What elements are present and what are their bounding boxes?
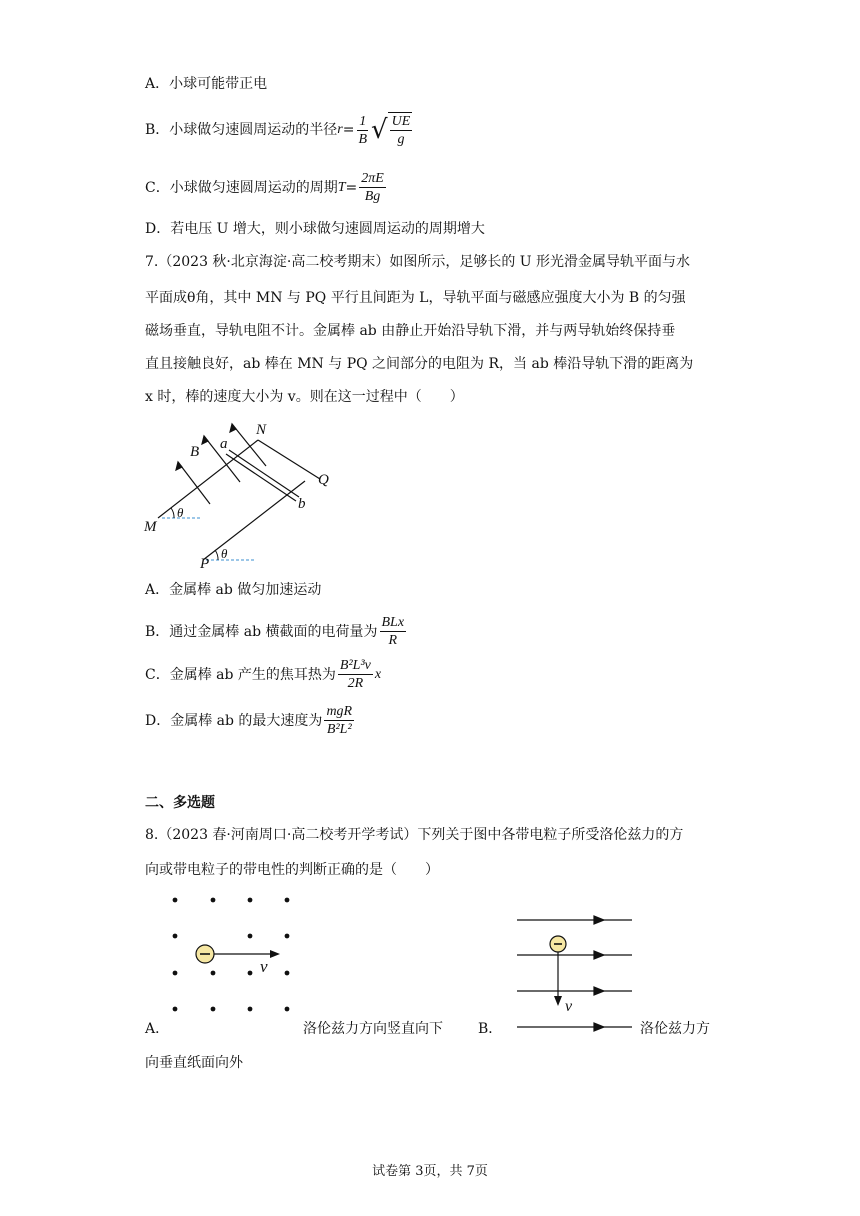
q7-label-theta2: θ [221, 546, 228, 561]
q7-rail-figure [140, 418, 350, 570]
q6-option-b-var: r [337, 122, 343, 137]
q7-label-n: N [256, 422, 267, 438]
q6-option-a: A．小球可能带正电 [145, 76, 268, 92]
q8-stem-line1: 8.（2023 春·河南周口·高二校考开学考试）下列关于图中各带电粒子所受洛伦兹力的方 [145, 827, 684, 843]
q6-option-d: D．若电压 U 增大，则小球做匀速圆周运动的周期增大 [145, 221, 485, 237]
q7-stem-line3: 磁场垂直，导轨电阻不计。金属棒 ab 由静止开始沿导轨下滑，并与两导轨始终保持垂 [145, 323, 676, 339]
q8-figure-a-velocity-label: v [260, 957, 268, 976]
q7-stem-line1: 7.（2023 秋·北京海淀·高二校考期末）如图所示，足够长的 U 形光滑金属导轨平面与水 [145, 254, 691, 270]
q6-option-b-fraction: $\frac{1}{B}$ [358, 113, 368, 147]
q7-option-c: C．金属棒 ab 产生的焦耳热为 $\frac{\text{B²L³v}}{2R}$ x [145, 658, 382, 691]
q7-option-b: B．通过金属棒 ab 横截面的电荷量为 $\frac{\text{BLx}}{R}$ [145, 615, 405, 648]
q7-stem-line4: 直且接触良好，ab 棒在 MN 与 PQ 之间部分的电阻为 R，当 ab 棒沿导轨下滑的距离为 [145, 356, 694, 372]
q7-option-a: A．金属棒 ab 做匀加速运动 [145, 582, 322, 598]
q8-stem-line2: 向或带电粒子的带电性的判断正确的是（ ） [145, 862, 439, 878]
q7-label-b-field: B [190, 444, 200, 460]
q8-option-b-text: 洛伦兹力方 [640, 1021, 710, 1037]
q6-option-c-text: C．小球做匀速圆周运动的周期 [145, 179, 338, 196]
page-footer: 试卷第 3页，共 7页 [372, 1164, 488, 1179]
q7-option-b-fraction: $\frac{\text{BLx}}{R}$ [381, 615, 405, 648]
q8-option-b-continued: 向垂直纸面向外 [145, 1055, 243, 1071]
q7-option-d-fraction: $\frac{\text{mgR}}{\text{B²L²}}$ [326, 704, 353, 737]
q6-option-c: C．小球做匀速圆周运动的周期 T = $\frac{2\pi E}{Bg}$ [145, 171, 384, 204]
q6-option-b-sqrt: √ $\frac{UE}{g}$ [371, 114, 411, 147]
q7-label-m: M [144, 519, 157, 535]
q8-figure-a [160, 890, 305, 1020]
q8-option-b-label: B． [478, 1021, 503, 1037]
q7-label-a: a [220, 436, 228, 452]
q7-stem-line5: x 时，棒的速度大小为 v。则在这一过程中（ ） [145, 389, 464, 405]
q8-figure-b [512, 910, 637, 1040]
q6-option-b-text: B．小球做匀速圆周运动的半径 [145, 122, 338, 138]
q8-option-a-text: 洛伦兹力方向竖直向下 [303, 1021, 443, 1037]
q7-label-p: P [200, 556, 210, 570]
q7-option-d: D．金属棒 ab 的最大速度为 $\frac{\text{mgR}}{\text{B²L²}}$ [145, 704, 353, 737]
q6-option-b: B．小球做匀速圆周运动的半径 r = $\frac{1}{B}$ √ $\frac{UE}{g}$ [145, 113, 411, 147]
q7-stem-line2: 平面成θ角，其中 MN 与 PQ 平行且间距为 L，导轨平面与磁感应强度大小为 B 的匀强 [145, 290, 686, 306]
q7-option-c-fraction: $\frac{\text{B²L³v}}{2R}$ [339, 658, 371, 691]
q7-label-b: b [298, 496, 306, 512]
q7-label-q: Q [318, 472, 329, 488]
q8-figure-b-velocity-label: v [565, 998, 573, 1015]
section-heading-multiple-choice: 二、多选题 [145, 795, 215, 811]
q6-option-c-fraction: $\frac{2\pi E}{Bg}$ [361, 171, 384, 204]
q8-option-a-label: A． [145, 1021, 170, 1037]
q7-label-theta1: θ [177, 505, 184, 520]
field-lines-right [517, 916, 632, 1031]
